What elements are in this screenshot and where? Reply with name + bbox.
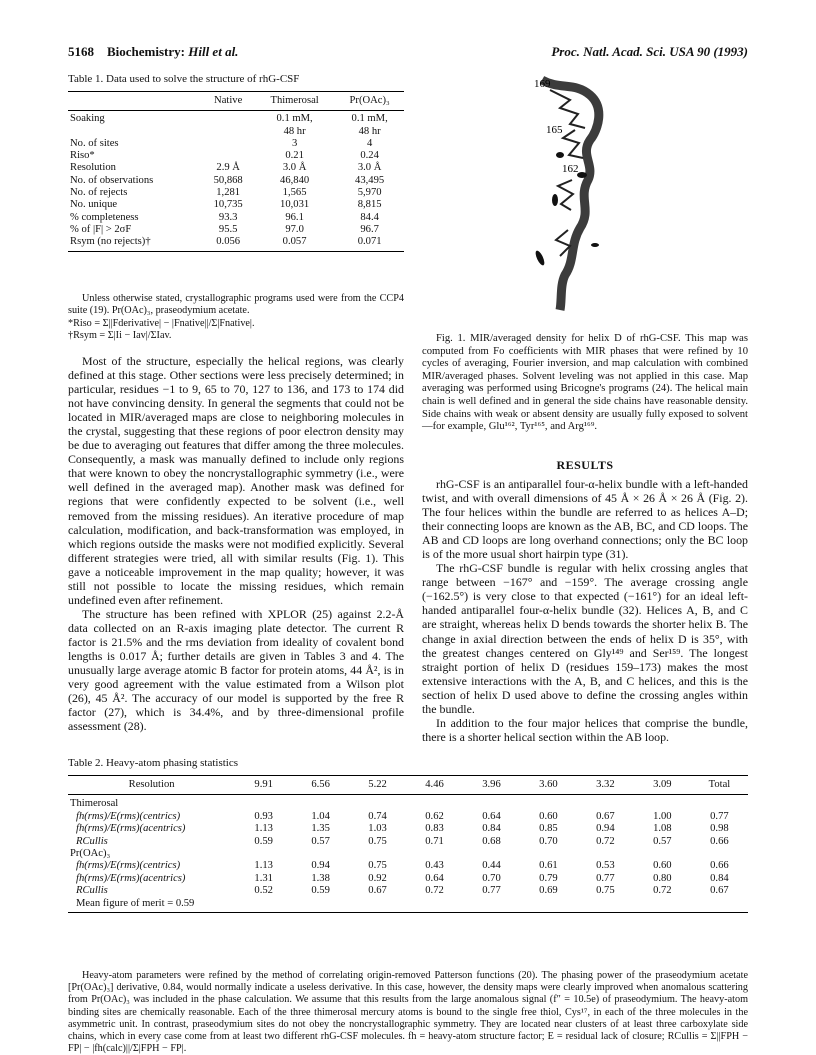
table1-caption: Table 1. Data used to solve the structure of rhG-CSF bbox=[68, 73, 300, 85]
table2-cell: 0.94 bbox=[311, 860, 330, 872]
table1-cell: 46,840 bbox=[280, 174, 310, 186]
table2-cell: 0.77 bbox=[710, 810, 729, 822]
table2-col-header: 3.60 bbox=[520, 776, 577, 795]
table1-cell: 50,868 bbox=[213, 174, 243, 186]
table1-cell: 8,815 bbox=[357, 199, 382, 211]
table2-cell: 0.77 bbox=[482, 885, 501, 897]
table2-cell: 0.53 bbox=[596, 860, 615, 872]
table2-row-label: fh(rms)/E(rms)(acentrics) bbox=[76, 872, 186, 884]
table2-cell: 0.70 bbox=[482, 872, 501, 884]
table1-row bbox=[68, 126, 404, 138]
table1-cell: % completeness bbox=[70, 211, 139, 223]
table1-cell: No. of observations bbox=[70, 174, 154, 186]
table2-cell: 0.71 bbox=[425, 835, 444, 847]
table2-cell: 0.72 bbox=[653, 885, 672, 897]
table2-col-header: 4.46 bbox=[406, 776, 463, 795]
table2-cell: 0.84 bbox=[482, 823, 501, 835]
table1-col-header bbox=[68, 92, 202, 111]
table1-cell: 97.0 bbox=[285, 223, 304, 235]
table2-col-header: 9.91 bbox=[235, 776, 292, 795]
table2-cell: 1.38 bbox=[311, 872, 330, 884]
table2-cell: 1.03 bbox=[368, 823, 387, 835]
table2-cell: 0.77 bbox=[596, 872, 615, 884]
table2 bbox=[68, 775, 748, 913]
table2-group-label: Thimerosal bbox=[70, 798, 119, 810]
table1-cell: No. of sites bbox=[70, 137, 119, 149]
table1-cell bbox=[202, 138, 254, 150]
table1-row bbox=[68, 150, 404, 162]
table1-footnote: Unless otherwise stated, crystallographic programs used were from the CCP4 suite (19). Pr(OAc)₃, praseodymium acetate. bbox=[68, 293, 404, 317]
table1-cell: No. unique bbox=[70, 199, 118, 211]
table2-cell: 0.70 bbox=[539, 835, 558, 847]
table2-row bbox=[68, 860, 748, 872]
table1-cell: 93.3 bbox=[218, 211, 238, 223]
table1-cell: No. of rejects bbox=[70, 187, 128, 199]
table1-cell: 3.0 Å bbox=[357, 162, 382, 174]
left-column-text bbox=[68, 354, 404, 733]
table2-cell: 0.44 bbox=[482, 860, 501, 872]
table2-cell: 1.04 bbox=[311, 810, 330, 822]
journal-name: Biochemistry: bbox=[107, 44, 185, 59]
table2-cell: 0.69 bbox=[539, 885, 558, 897]
table1-cell: 5,970 bbox=[357, 187, 382, 199]
table1-cell bbox=[202, 111, 254, 126]
table2-cell: 0.94 bbox=[596, 823, 615, 835]
paragraph: The structure has been refined with XPLOR (25) against 2.2-Å data collected on an R-axis imaging plate detector. The current R factor is 21.5% and the rms deviation from ideality of covalent bond lengths is 0.017 Å; further details are given in Tables 3 and 4. The unusually large average atomic B factor for protein atoms, 44 Å², is in very good agreement with the value estimated from a Wilson plot (26), 45 Å². The accuracy of our model is supported by the free R factor (27), which is 34.4%, and by three-dimensional profile assessment (28). bbox=[68, 606, 404, 734]
table1-cell bbox=[202, 126, 254, 138]
table2-row-label: RCullis bbox=[76, 835, 108, 847]
table1-cell: 1,281 bbox=[216, 187, 241, 199]
table1-cell: 0.21 bbox=[285, 150, 304, 162]
table1-cell: Rsym (no rejects)† bbox=[68, 236, 202, 251]
table2-row-label: fh(rms)/E(rms)(centrics) bbox=[76, 860, 181, 872]
table2-cell: 0.93 bbox=[254, 810, 273, 822]
table1-col-header: Thimerosal bbox=[254, 92, 335, 111]
table2-merit-row bbox=[68, 898, 748, 913]
table2-cell: 1.13 bbox=[254, 823, 273, 835]
authors: Hill et al. bbox=[188, 44, 239, 59]
table1-row bbox=[68, 175, 404, 187]
table2-group-row bbox=[68, 848, 748, 860]
table2-cell: 1.35 bbox=[311, 823, 330, 835]
table2-cell: 0.64 bbox=[482, 810, 501, 822]
table2-cell: 0.62 bbox=[425, 810, 444, 822]
table2-row bbox=[68, 873, 748, 885]
results-heading: RESULTS bbox=[556, 458, 614, 472]
figure1-label-165: 165 bbox=[546, 124, 563, 136]
table2-col-header: 6.56 bbox=[292, 776, 349, 795]
table1-cell: 2.9 Å bbox=[216, 162, 240, 174]
table2-cell: 0.60 bbox=[539, 810, 558, 822]
table2-cell: 0.67 bbox=[596, 810, 615, 822]
table2-body bbox=[68, 795, 748, 913]
table2-row bbox=[68, 811, 748, 823]
table2-cell: 0.98 bbox=[710, 823, 729, 835]
table1-cell: Riso* bbox=[70, 150, 95, 162]
table2-cell: 1.00 bbox=[653, 810, 672, 822]
table2-cell: 0.60 bbox=[653, 860, 672, 872]
table2-cell: 0.83 bbox=[425, 823, 444, 835]
table2-cell: 1.13 bbox=[254, 860, 273, 872]
table1 bbox=[68, 91, 404, 252]
table2-cell: 0.72 bbox=[596, 835, 615, 847]
table1-cell: 0.1 mM, bbox=[351, 113, 388, 125]
table1-cell: 96.1 bbox=[285, 211, 304, 223]
table2-cell: 0.75 bbox=[368, 860, 387, 872]
table1-cell: 1,565 bbox=[282, 187, 307, 199]
table1-cell bbox=[202, 150, 254, 162]
table1-header-row bbox=[68, 92, 404, 111]
table2-cell: 0.66 bbox=[710, 835, 729, 847]
table1-cell: 10,031 bbox=[280, 199, 310, 211]
table1-cell: Soaking bbox=[70, 113, 105, 125]
table2-row-label: fh(rms)/E(rms)(centrics) bbox=[76, 810, 181, 822]
table2-cell: 0.67 bbox=[710, 885, 729, 897]
table2-cell: 0.43 bbox=[425, 860, 444, 872]
table2-footnote: Heavy-atom parameters were refined by the method of correlating origin-removed Patterson functions (20). The phasing power of the praseodymium acetate [Pr(OAc)₃] derivative, 0.84, would normally indicate a useless derivative. In this case, however, the density maps were clearly improved when anomalous scattering from Pr(OAc)₃ was included in the phase calculation. We assume that this results from the large anomalous signal (f″ = 10.5e) of praseodymium. The heavy-atom binding sites are chemically reasonable. Each of the three thimerosal mercury atoms is bound to the single free thiol, Cys¹⁷, in each of the three molecules in the asymmetric unit. In contrast, praseodymium sites do not obey the noncrystallographic symmetry. They are located near clusters of at least three carboxylate side chains, which in every case come from at least two different rhG-CSF molecules. fh = heavy-atom structure factor; E = residual lack of closure; RCullis = Σ||FPH − FP| − |fh(calc)||/Σ|FPH − FP|. bbox=[68, 970, 748, 1055]
paragraph: rhG-CSF is an antiparallel four-α-helix bundle with a left-handed twist, and with overall dimensions of 45 Å × 26 Å × 26 Å (Fig. 2). The four helices within the bundle are referred to as helices A–D; their connecting loops are known as the AB, BC, and CD loops. The AB and CD loops are long overhand connections; only the BC loop is of the more usual short hairpin type (31). bbox=[422, 477, 748, 562]
table2-col-header: 3.96 bbox=[463, 776, 520, 795]
table2-cell: 0.68 bbox=[482, 835, 501, 847]
table2-cell: 1.31 bbox=[254, 872, 273, 884]
table2-cell: 0.92 bbox=[368, 872, 387, 884]
table1-row bbox=[68, 138, 404, 150]
figure1-label-169: 169 bbox=[534, 78, 551, 90]
paragraph: Most of the structure, especially the helical regions, was clearly defined at this stage. Other sections were less precisely determined; in particular, residues −1 to 9, 65 to 70, 127 to 136, and 173 to 174 did not have convincing density. In general the segments that could not be located in MIR/averaged maps are close to neighboring molecules in the crystal, suggesting that these regions of poor electron density may be due to averaging out features that differ among the three molecules. Consequently, a mask was manually defined to include only regions that were known to obey the noncrystallographic symmetry (i.e., were well defined in the averaged map). Another mask was defined for regions that were confidently expected to be solvent (i.e., well removed from the missing residues). An iterative procedure of map calculation, modification, and back-transformation was employed, in which regions outside the masks were not modified explicitly. Several different strategies were tried, all with similar results (Fig. 1). This gave a noticeable improvement in the map quality; however, it was still not possible to locate the missing residues, which remain undefined even after refinement. bbox=[68, 354, 404, 607]
table1-cell: 48 hr bbox=[283, 125, 306, 137]
table2-cell: 0.75 bbox=[368, 835, 387, 847]
table1-cell: 0.24 bbox=[360, 150, 379, 162]
table2-cell: 0.85 bbox=[539, 823, 558, 835]
table2-row bbox=[68, 836, 748, 848]
figure1-caption: Fig. 1. MIR/averaged density for helix D of rhG-CSF. This map was computed from Fo coefficients with MIR phases that were refined by 10 cycles of averaging, Fourier inversion, and map calculation with combined MIR/averaged phases. Solvent leveling was not applied in this case. Map averaging was performed using Bricogne's programs (24). The helical main chain is well defined and in general the side chains have reasonable density. Side chains with weak or absent density are usually fully exposed to solvent—for example, Glu¹⁶², Tyr¹⁶⁵, and Arg¹⁶⁹. bbox=[422, 333, 748, 433]
table1-cell: 96.7 bbox=[360, 223, 379, 235]
table1-row bbox=[68, 224, 404, 236]
table2-row-label: RCullis bbox=[76, 885, 108, 897]
paragraph: In addition to the four major helices that comprise the bundle, there is a shorter helical section within the AB loop. bbox=[422, 715, 748, 744]
table2-cell: 0.84 bbox=[710, 872, 729, 884]
table2-cell: 0.61 bbox=[539, 860, 558, 872]
table2-row bbox=[68, 823, 748, 835]
table1-row bbox=[68, 162, 404, 174]
table2-cell: 1.08 bbox=[653, 823, 672, 835]
table1-cell: 84.4 bbox=[360, 211, 379, 223]
running-header-right: Proc. Natl. Acad. Sci. USA 90 (1993) bbox=[551, 44, 748, 59]
table2-cell: 0.72 bbox=[425, 885, 444, 897]
table1-col-header: Native bbox=[202, 92, 254, 111]
table2-col-header: Resolution bbox=[68, 776, 235, 795]
table1-row bbox=[68, 111, 404, 126]
table2-cell: 0.57 bbox=[653, 835, 672, 847]
table2-cell: 0.52 bbox=[254, 885, 273, 897]
paragraph: The rhG-CSF bundle is regular with helix crossing angles that range between −167° and −159°. The average crossing angle (−162.5°) is very close to that expected (−161°) for an ideal left-handed antiparallel four-α-helix bundle (32). Helices A, B, and C are straight, whereas helix D bends towards the shorter helix B. The change in axial direction between the ends of helix D is 35°, with the greatest changes centered on Gly¹⁴⁹ and Ser¹⁵⁹. The longest straight portion of helix D (residues 159–173) makes the most extensive interactions with the A, B, and C helices, and this is the section of helix D used above to define the crossing angles within the bundle. bbox=[422, 561, 748, 716]
table1-footnote-rsym: †Rsym = Σ|Ii − Iav|/ΣIav. bbox=[68, 330, 172, 341]
page-number: 5168 bbox=[68, 44, 94, 59]
table1-cell: 0.071 bbox=[335, 236, 404, 251]
table2-col-header: 5.22 bbox=[349, 776, 406, 795]
table1-cell: % of |F| > 2σF bbox=[70, 223, 132, 235]
table1-cell: 95.5 bbox=[218, 223, 238, 235]
table2-group-row bbox=[68, 795, 748, 811]
table2-col-header: 3.32 bbox=[577, 776, 634, 795]
table2-row-label: fh(rms)/E(rms)(acentrics) bbox=[76, 823, 186, 835]
table1-cell: 0.057 bbox=[254, 236, 335, 251]
table2-col-header: Total bbox=[691, 776, 748, 795]
table2-cell: 0.74 bbox=[368, 810, 387, 822]
table2-merit: Mean figure of merit = 0.59 bbox=[68, 898, 748, 913]
figure1-label-162: 162 bbox=[562, 163, 579, 175]
table2-cell: 0.75 bbox=[596, 885, 615, 897]
table2-col-header: 3.09 bbox=[634, 776, 691, 795]
table2-header-row bbox=[68, 776, 748, 795]
figure1-density-map bbox=[520, 70, 624, 320]
table1-body bbox=[68, 111, 404, 251]
table2-row bbox=[68, 885, 748, 897]
table1-cell: 10,735 bbox=[213, 199, 243, 211]
table2-cell: 0.59 bbox=[254, 835, 273, 847]
table1-cell: 4 bbox=[366, 137, 373, 149]
table2-cell: 0.67 bbox=[368, 885, 387, 897]
table2-group-label: Pr(OAc)₃ bbox=[70, 848, 111, 860]
table1-col-header: Pr(OAc)₃ bbox=[335, 92, 404, 111]
table1-cell: 48 hr bbox=[358, 125, 381, 137]
table2-cell: 0.80 bbox=[653, 872, 672, 884]
table1-row bbox=[68, 199, 404, 211]
table1-cell: 43,495 bbox=[355, 174, 385, 186]
results-text bbox=[422, 477, 748, 744]
table2-cell: 0.66 bbox=[710, 860, 729, 872]
table1-cell: 3.0 Å bbox=[282, 162, 307, 174]
table2-caption: Table 2. Heavy-atom phasing statistics bbox=[68, 757, 238, 769]
table1-row bbox=[68, 187, 404, 199]
table2-cell: 0.79 bbox=[539, 872, 558, 884]
table2-cell: 0.59 bbox=[311, 885, 330, 897]
running-header-left bbox=[68, 44, 238, 60]
table1-cell: Resolution bbox=[70, 162, 116, 174]
table1-cell: 3 bbox=[291, 137, 298, 149]
table1-row bbox=[68, 236, 404, 251]
table1-footnote-riso: *Riso = Σ||Fderivative| − |Fnative||/Σ|Fnative|. bbox=[68, 318, 255, 329]
table1-row bbox=[68, 212, 404, 224]
table2-cell: 0.57 bbox=[311, 835, 330, 847]
table2-cell: 0.64 bbox=[425, 872, 444, 884]
table1-cell bbox=[68, 126, 202, 138]
table1-cell: 0.056 bbox=[202, 236, 254, 251]
table1-cell: 0.1 mM, bbox=[276, 113, 313, 125]
